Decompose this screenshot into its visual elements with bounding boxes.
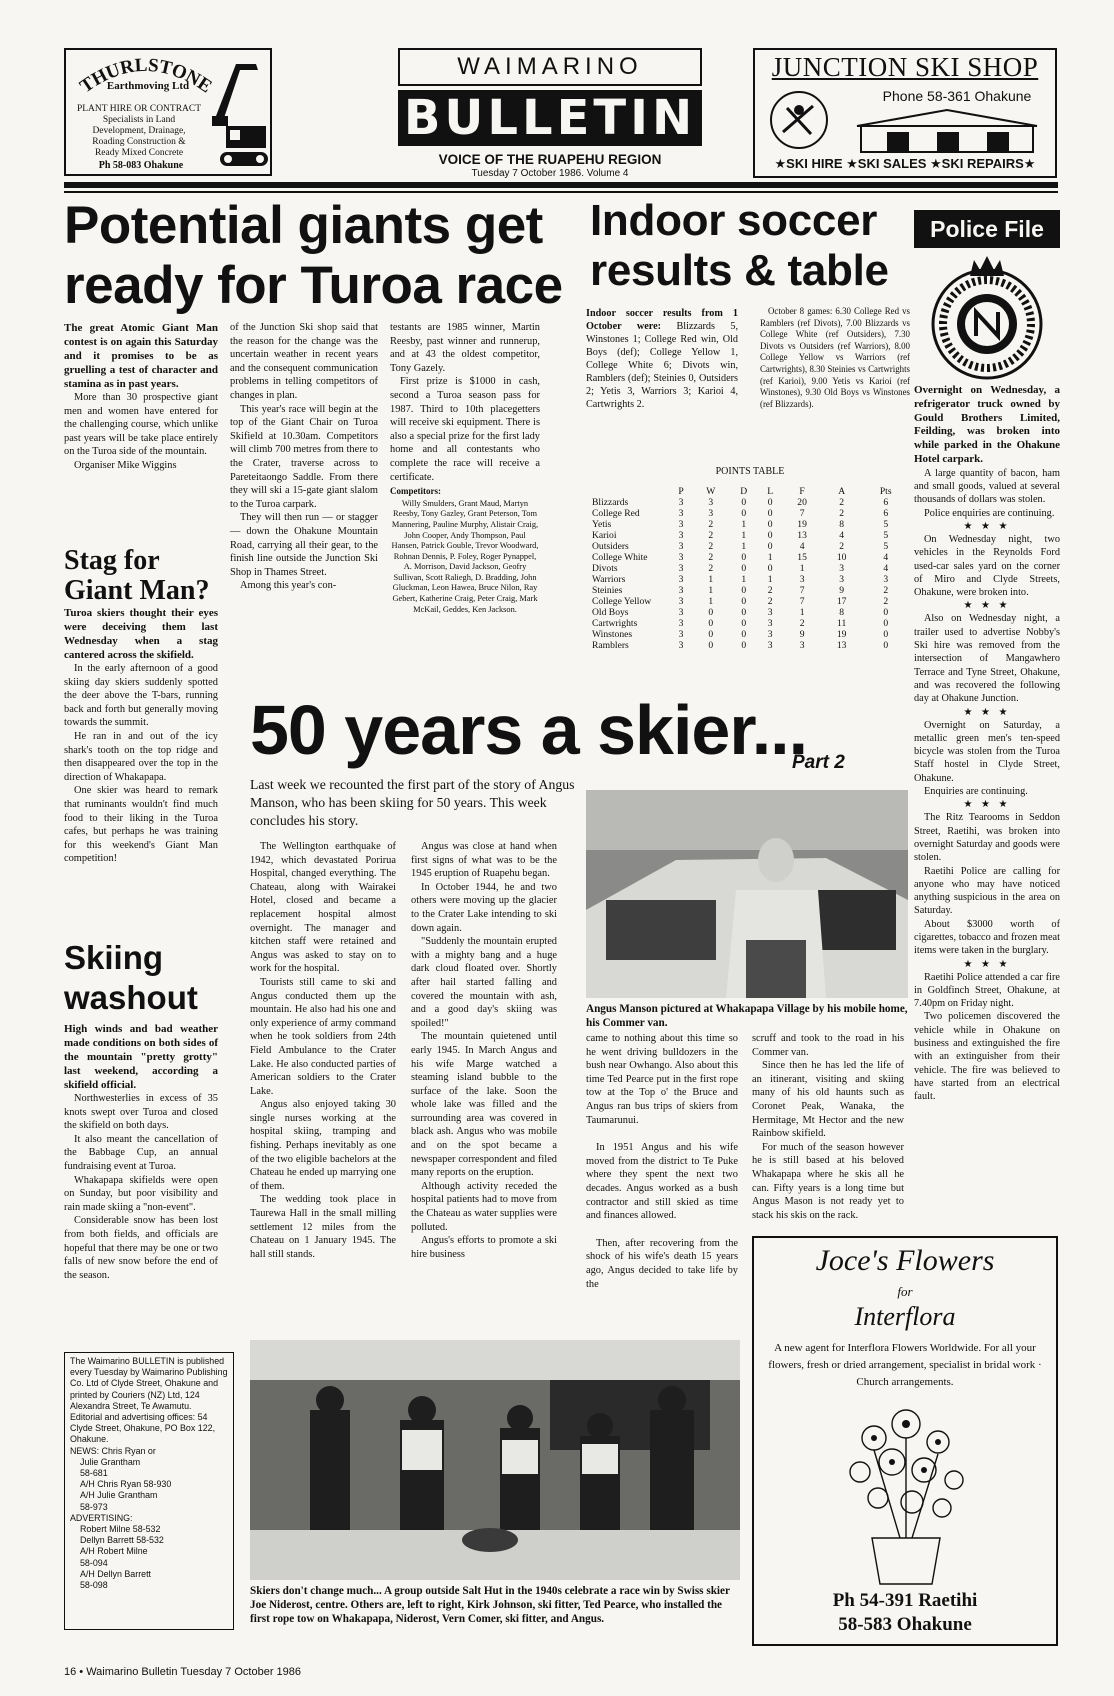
points-table-cell: 0 <box>708 607 714 618</box>
giants-col3: testants are 1985 winner, Martin Reesby, past winner and runnerup, and at 43 the oldest competitor, Tony Gazely. First prize is $1000 in cash, second a Turoa season pass for 1987. Third to 10th placegetters will receive ski equipment. There is also a special prize for the first lady home and all contestants who complete the race will receive a certificate. Competitors: Willy Smulders, Grant Maud, Martyn Reesby, Tony Gazley, Grant Peterson, Tom Mannering, Pauline Murphy, Alistair Craig, John Cooper, Andy Thompson, Paul Hansen, Patrick Gouble, Trevor Woodward, Rohnan Dennis, P. Foley, Roger Pynappel, A. Morrison, David Jackson, Geofry Sullivan, Scott Raliegh, D. Bradding, John Gluckman, Leon Hawea, Bruce Nilon, Ray Gebert, Katherine Craig, Peter Craig, Mark McKail, Geddes, Ken Jackson. <box>390 322 540 614</box>
points-table-cell: 7 <box>799 585 805 596</box>
points-table-cell: 3 <box>708 508 714 519</box>
points-table-cell: 3 <box>767 618 773 629</box>
points-table-cell: 2 <box>839 541 845 552</box>
points-table-cell: 2 <box>883 585 889 596</box>
points-table-cell: Warriors <box>592 574 626 585</box>
points-table-cell: 3 <box>839 563 845 574</box>
thurlstone-lines: PLANT HIRE OR CONTRACT Specialists in Land Development, Drainage, Roading Construction & Ready Mixed Concrete <box>76 104 202 158</box>
skier-col1: The Wellington earthquake of 1942, which devastated Porirua Hospital, changed everything. The Chateau, along with Wairakei Hotel, closed and became a replacement hospital almost overnight. The manager and kitchen staff were retained and Angus was asked to stay on to work for the hospital. Tourists still came to ski and Angus conducted them up the mountain. He also had his one and only experience of army command when he took soldiers from 24th Field Ambulance to the Crater Lake. He also conducted parties of American soldiers to the Crater Lake. Angus also enjoyed taking 30 single nurses working at the hospital skiing, tramping and fishing. Perhaps inevitably as one of the two eligible bachelors at the Chateau he ended up marrying one of them. The wedding took place in Taurewa Hall in the small milling settlement 12 miles from the Chateau on 1 January 1945. The hall still stands. <box>250 841 396 1260</box>
points-table-cell: 1 <box>741 541 747 552</box>
police-body: Overnight on Wednesday, a refrigerator truck owned by Gould Brothers Limited, Feilding, was broken into while parked in the Ohakune Hotel carpark. A large quantity of bacon, ham and small goods, valued at several thousands of dollars was stolen. Police enquiries are continuing. ★ ★ ★ On Wednesday night, two vehicles in the Reynolds Ford used-car sales yard on the corner of Miro and Clyde Streets, Ohakune, were broken into. ★ ★ ★ Also on Wednesday night, a trailer used to advertise Nobby's Ski hire was removed from the intersection of Mangawhero Terrace and Tyne Street, Ohakune, and was recovered the following day at Ohakune Junction. ★ ★ ★ Overnight on Saturday, a metallic green men's ten-speed bicycle was stolen from the Turoa Staff hostel in Clyde Street, Ohakune. Enquiries are continuing. ★ ★ ★ The Ritz Tearooms in Seddon Street, Raetihi, was broken into overnight Saturday and goods were stolen. Raetihi Police are calling for anyone who may have noticed anything suspicious in the area on Saturday. About $3000 worth of cigarettes, tobacco and frozen meat items were taken in the burglary. ★ ★ ★ Raetihi Police attended a car fire in Goldfinch Street, Ohakune, at 7.40pm on Friday night. Two policemen discovered the vehicle while in Ohakune on business and extinguished the fire with an extinguisher from their vehicle. The fire was believed to have started from an electrical fault. <box>914 384 1060 1103</box>
points-table-header: P <box>678 486 684 497</box>
points-table-cell: 15 <box>797 552 807 563</box>
masthead <box>398 48 702 178</box>
stag-headline: Stag for Giant Man? <box>64 545 210 606</box>
points-table-cell: 3 <box>678 607 684 618</box>
points-table-cell: 0 <box>741 563 747 574</box>
points-table-cell: College Red <box>592 508 640 519</box>
group-photo <box>250 1340 740 1580</box>
competitors-list: Willy Smulders, Grant Maud, Martyn Reesby, Tony Gazley, Grant Peterson, Tom Mannering, Pauline Murphy, Alistair Craig, John Cooper, Andy Thompson, Paul Hansen, Patrick Gouble, Trevor Woodward, Rohnan Dennis, P. Foley, Roger Pynappel, A. Morrison, David Jackson, Geofry Sullivan, Scott Raliegh, D. Bradding, John Gluckman, Leon Hawea, Bruce Nilon, Ray Gebert, Katherine Craig, Peter Craig, Mark McKail, Geddes, Ken Jackson. <box>391 498 539 614</box>
points-table-header: D <box>740 486 748 497</box>
giants-col2: of the Junction Ski shop said that the reason for the change was the uncertain weather in recent years and the consequent communication problems in telling competitors of changes in plan. This year's race will begin at the top of the Giant Chair on Turoa Skifield at 10.30am. Competitors will climb 700 metres from there to the Crater, traverse across to Pareteitaongo Saddle. From there they will ski a 15-gate giant slalom to the Turoa carpark. They will then run — or stagger — down the Ohakune Mountain Road, carrying all their gear, to the finish line outside the Junction Ski Shop in Thames Street. Among this year's con- <box>230 322 378 592</box>
points-table-row <box>592 530 910 541</box>
skier-logo-icon <box>765 88 835 152</box>
angus-photo <box>586 790 908 998</box>
group-photo-illustration <box>250 1340 740 1580</box>
points-table-cell: 3 <box>678 541 684 552</box>
points-table-cell: 1 <box>741 530 747 541</box>
points-table-row <box>592 618 910 629</box>
points-table-cell: 0 <box>741 585 747 596</box>
stag-body: Turoa skiers thought their eyes were deceiving them last Wednesday when a stag cantered across the skifield. In the early afternoon of a good skiing day skiers suddenly spotted the deer above the T-bars, running back and forth but generally moving towards the summit. He ran in and out of the icy shark's tooth on the top ridge and then disappeared over the top in the direction of Whakapapa. One skier was heard to remark that ruminants wouldn't find much food to their liking in the Turoa cafes, but perhaps he was training for this weekend's Giant Man competition! <box>64 607 218 865</box>
police-divider: ★ ★ ★ <box>963 706 1011 718</box>
junction-ski-ad <box>753 48 1057 178</box>
shop-building-icon <box>847 108 1047 154</box>
points-table-cell: Steinies <box>592 585 623 596</box>
points-table-cell: 6 <box>883 497 889 508</box>
soccer-intro-bold: Indoor soccer results from 1 October were: <box>586 308 738 332</box>
points-table-cell: 3 <box>678 497 684 508</box>
police-crest-icon <box>914 252 1060 380</box>
soccer-intro: Blizzards 5, Winstones 1; College Red win, Old Boys (def); College Yellow 1, College White 6; Divots win, Ramblers (def); Steinies 0, Outsiders 2; Yetis 3, Warriors 3; Karioi 4, Cartwrights 2. <box>586 321 738 410</box>
points-table-cell: 1 <box>741 574 747 585</box>
points-table-cell: 5 <box>883 541 889 552</box>
points-table-cell: 5 <box>883 530 889 541</box>
points-table-cell: 1 <box>708 574 714 585</box>
points-table-cell: 2 <box>839 497 845 508</box>
washout-body: High winds and bad weather made conditions on both sides of the mountain "pretty grotty" last weekend, according a skifield official. Northwesterlies in excess of 35 knots swept over Turoa and closed the skifield on both days. It also meant the cancellation of the Babbage Cup, an annual fundraising event at Turoa. Whakapapa skifields were open on Sunday, but poor visibility and rain made skiing a "non-event". Considerable snow has been lost from both fields, and officials are hopeful that there may be one or two falls of new snow before the end of the season. <box>64 1023 218 1281</box>
giants-col1: The great Atomic Giant Man contest is on again this Saturday and it promises to be as gruelling a test of character and stamina as in past years. More than 30 prospective giant men and women have entered for the challenging course, which unlike past years will be take place entirely on the Turoa side of the mountain. Organiser Mike Wiggins <box>64 322 218 471</box>
police-divider: ★ ★ ★ <box>963 600 1011 612</box>
points-table-row <box>592 508 910 519</box>
points-table-row <box>592 596 910 607</box>
points-table-cell: 0 <box>883 629 889 640</box>
points-table-cell: 3 <box>678 596 684 607</box>
points-table-cell: 0 <box>883 640 889 651</box>
group-photo-caption: Skiers don't change much... A group outside Salt Hut in the 1940s celebrate a race win by Swiss skier Joe Niderost, centre. Others are, left to right, Kirk Johnson, ski fitter, Ted Pearce, who installed the first rope tow on Whakapapa, Niderost, Vern Comer, ski fitter, and Angus. <box>250 1585 730 1625</box>
soccer-results <box>586 307 738 411</box>
points-table-cell: 3 <box>708 497 714 508</box>
points-table-cell: 0 <box>708 618 714 629</box>
points-table-cell: 13 <box>836 640 847 651</box>
masthead-top-box <box>398 48 702 86</box>
points-table <box>592 486 910 651</box>
washout-headline: Skiing washout <box>64 939 198 1016</box>
points-table-cell: 3 <box>678 508 684 519</box>
points-table-cell: 2 <box>708 563 714 574</box>
thurlstone-company: Earthmoving Ltd <box>106 80 190 92</box>
points-table-cell: 3 <box>767 640 773 651</box>
points-table-cell: Winstones <box>592 629 633 640</box>
soccer-headline: Indoor soccer results & table <box>590 196 889 295</box>
points-table-cell: 3 <box>678 618 684 629</box>
points-table-header: Pts <box>879 486 892 497</box>
points-table-cell: 0 <box>883 618 889 629</box>
points-table-cell: 3 <box>799 640 805 651</box>
points-table-cell: Divots <box>592 563 618 574</box>
points-table-row <box>592 563 910 574</box>
points-table-cell: Blizzards <box>592 497 629 508</box>
flower-arrangement-illustration <box>814 1398 994 1588</box>
imprint-text: The Waimarino BULLETIN is published every Tuesday by Waimarino Publishing Co. Ltd of Clyde Street, Ohakune and printed by Couriers (NZ) Ltd, 124 Alexandra Street, Te Awamutu. Editorial and advertising offices: 54 Clyde Street, Ohakune, PO Box 122, Ohakune. NEWS: Chris Ryan or Julie Grantham 58-681 A/H Chris Ryan 58-930 A/H Julie Grantham 58-973 ADVERTISING: Robert Milne 58-532 Dellyn Barrett 58-532 A/H Robert Milne 58-094 A/H Dellyn Barrett 58-098 <box>70 1356 228 1591</box>
points-table-header: A <box>838 486 846 497</box>
points-table-cell: 3 <box>883 574 889 585</box>
points-table-cell: College White <box>592 552 648 563</box>
points-table-cell: 0 <box>767 497 773 508</box>
flowers-body: A new agent for Interflora Flowers Worldwide. For all your flowers, fresh or dried arrangement, specialist in bridal work · Church arrangements. <box>768 1342 1042 1388</box>
points-table-cell: 2 <box>883 596 889 607</box>
points-table-cell: 3 <box>678 640 684 651</box>
points-table-cell: 7 <box>799 508 805 519</box>
points-table-row <box>592 585 910 596</box>
masthead-title: BULLETIN <box>403 90 697 146</box>
points-table-cell: 3 <box>767 607 773 618</box>
junction-phone: Phone 58-361 Ohakune <box>882 88 1032 104</box>
points-table-cell: 2 <box>839 508 845 519</box>
points-table-cell: 0 <box>741 596 747 607</box>
points-table-row <box>592 640 910 651</box>
points-table-cell: 0 <box>767 541 773 552</box>
points-table-cell: 0 <box>708 629 714 640</box>
points-table-cell: 2 <box>708 552 714 563</box>
points-table-cell: 1 <box>708 596 714 607</box>
points-table-cell: 2 <box>708 541 714 552</box>
points-table-header: F <box>799 486 805 497</box>
points-table-cell: Outsiders <box>592 541 629 552</box>
points-table-cell: 1 <box>799 607 805 618</box>
points-table-cell: 4 <box>839 530 845 541</box>
thurlstone-phone: Ph 58-083 Ohakune <box>98 160 184 171</box>
police-divider: ★ ★ ★ <box>963 799 1011 811</box>
points-table-row <box>592 541 910 552</box>
points-table-cell: 0 <box>741 629 747 640</box>
flowers-phone1: Ph 54-391 Raetihi <box>832 1590 978 1611</box>
points-table-cell: 20 <box>797 497 807 508</box>
points-table-cell: 4 <box>883 552 889 563</box>
points-table-row <box>592 497 910 508</box>
points-table-cell: 8 <box>839 519 845 530</box>
points-table-cell: Ramblers <box>592 640 629 651</box>
points-table-cell: 3 <box>678 585 684 596</box>
points-table-cell: 13 <box>797 530 807 541</box>
points-table-cell: 9 <box>799 629 805 640</box>
points-table-cell: 17 <box>836 596 847 607</box>
skier-deck: Last week we recounted the first part of the story of Angus Manson, who has been skiing for 50 years. This week concludes his story. <box>250 777 575 828</box>
points-table-cell: 2 <box>767 585 773 596</box>
points-table-cell: 7 <box>799 596 805 607</box>
masthead-tagline: VOICE OF THE RUAPEHU REGION <box>438 152 662 167</box>
junction-services: ★SKI HIRE ★SKI SALES ★SKI REPAIRS★ <box>774 156 1036 171</box>
points-table-cell: 2 <box>799 618 805 629</box>
points-table-header: W <box>706 486 716 497</box>
svg-text:THURLSTONE: THURLSTONE <box>76 54 216 98</box>
points-table-row <box>592 629 910 640</box>
page-footer: 16 • Waimarino Bulletin Tuesday 7 October 1986 <box>64 1666 302 1678</box>
skier-col2: Angus was close at hand when first signs of what was to be the 1945 eruption of Ruapehu began. In October 1944, he and two others were moving up the glacier to the Crater Lake intending to ski down again. "Suddenly the mountain erupted with a mighty bang and a huge dark cloud floated over. Shortly after hail started falling and covered the mountain with ash, and a good day's skiing was spoiled!" The mountain quietened until early 1945. In March Angus and his wife Marge watched a steaming island bubble to the surface of the lake. Soon the whole lake was filled and the surrounding area was covered in black ash. Angus who was mobile and on the spot became a newspaper correspondent and filed many reports on the eruption. Although activity receded the hospital patients had to move from the Chateau as water supplies were polluted. Angus's efforts to promote a ski hire business <box>411 841 557 1260</box>
points-table-cell: Cartwrights <box>592 618 638 629</box>
skier-headline: 50 years a skier... <box>250 691 808 769</box>
points-table-cell: College Yellow <box>592 596 652 607</box>
skier-col3: came to nothing about this time so he went driving bulldozers in the bush near Owhango. Also about this time Ted Pearce put in the first rope tow at the Top o' the Bruce and Angus ran bus trips of skiers from Taumarunui. In 1951 Angus and his wife moved from the district to Te Puke where they spent the next two decades. Angus worked as a bush contractor and still skied as time and finances allowed. Then, after recovering from the shock of his wife's death 15 years ago, Angus decided to take life by the <box>586 1033 738 1290</box>
masthead-top: WAIMARINO <box>457 53 643 80</box>
points-table-cell: 3 <box>767 629 773 640</box>
points-table-cell: 5 <box>883 519 889 530</box>
police-header: Police File <box>914 210 1060 248</box>
giants-headline: Potential giants get ready for Turoa race <box>64 196 563 315</box>
points-table-cell: 2 <box>708 519 714 530</box>
police-divider: ★ ★ ★ <box>963 520 1011 532</box>
points-table-cell: 0 <box>741 640 747 651</box>
points-table-row <box>592 574 910 585</box>
angus-photo-illustration <box>586 790 908 998</box>
flowers-title: Joce's Flowers <box>815 1244 995 1277</box>
flowers-phone2: 58-583 Ohakune <box>838 1614 972 1635</box>
points-table-cell: 19 <box>797 519 807 530</box>
skier-part: Part 2 <box>792 752 845 773</box>
flowers-for: for <box>897 1284 913 1299</box>
points-table-cell: Yetis <box>592 519 612 530</box>
points-table-cell: 0 <box>767 519 773 530</box>
points-table-cell: 0 <box>741 552 747 563</box>
points-table-cell: 0 <box>883 607 889 618</box>
points-table-cell: 1 <box>708 585 714 596</box>
flowers-interflora: Interflora <box>854 1302 956 1331</box>
masthead-title-bar <box>398 90 702 146</box>
masthead-dateline: Tuesday 7 October 1986. Volume 4 <box>471 168 629 179</box>
points-table-cell: 6 <box>883 508 889 519</box>
points-table-cell: 1 <box>741 519 747 530</box>
points-table-cell: 3 <box>678 552 684 563</box>
junction-title: JUNCTION SKI SHOP <box>771 52 1039 82</box>
competitors-label: Competitors: <box>390 486 441 497</box>
points-table-cell: 2 <box>708 530 714 541</box>
points-table-cell: 4 <box>799 541 805 552</box>
points-table-title: POINTS TABLE <box>715 466 785 477</box>
points-table-cell: 3 <box>678 563 684 574</box>
imprint-box <box>64 1352 234 1630</box>
skier-col4: scruff and took to the road in his Commer van. Since then he has led the life of an itinerant, visiting and skiing many of his old haunts such as Coronet Peak, Wanaka, the Hermitage, Mt Hector and the new Rainbow skifield. For much of the season however he is still based at his beloved Whakapapa where he skis all he can. Fifty years is a long time but Angus Mason is not ready yet to stack his skis on the rack. <box>752 1033 904 1221</box>
points-table-cell: 0 <box>741 497 747 508</box>
points-table-cell: 1 <box>799 563 805 574</box>
points-table-cell: 0 <box>741 508 747 519</box>
soccer-fixtures: October 8 games: 6.30 College Red vs Ramblers (ref Divots), 7.00 Blizzards vs College White (ref Outsiders), 7.30 Divots vs Outsiders (ref Warriors), 8.00 College Yellow vs Warriors (ref Cartwrights), 8.30 Steinies vs Cartwrights (ref Karioi), 9.00 Yetis vs Karioi (ref Winstones), 9.30 Old Boys vs Winstones (ref Blizzards). <box>760 306 910 409</box>
points-table-header: L <box>767 486 774 497</box>
flowers-ad <box>752 1236 1058 1646</box>
police-divider: ★ ★ ★ <box>963 958 1011 970</box>
points-table-cell: Karioi <box>592 530 617 541</box>
points-table-cell: 4 <box>883 563 889 574</box>
points-table-cell: 3 <box>678 519 684 530</box>
points-table-cell: 3 <box>678 574 684 585</box>
points-table-cell: 3 <box>799 574 805 585</box>
thurlstone-ad <box>64 48 272 176</box>
angus-photo-caption: Angus Manson pictured at Whakapapa Village by his mobile home, his Commer van. <box>586 1003 908 1029</box>
points-table-cell: 0 <box>741 618 747 629</box>
masthead-rule <box>64 182 1058 188</box>
points-table-cell: 8 <box>839 607 845 618</box>
points-table-cell: 1 <box>767 552 773 563</box>
points-table-cell: 2 <box>767 596 773 607</box>
points-table-cell: 0 <box>767 563 773 574</box>
points-table-cell: 0 <box>767 508 773 519</box>
points-table-cell: 3 <box>839 574 845 585</box>
points-table-header <box>592 486 670 497</box>
points-table-cell: 10 <box>836 552 847 563</box>
points-table-cell: 0 <box>708 640 714 651</box>
points-table-cell: 19 <box>836 629 847 640</box>
points-table-row <box>592 552 910 563</box>
points-table-row <box>592 519 910 530</box>
points-table-cell: 0 <box>767 530 773 541</box>
points-table-cell: 3 <box>678 629 684 640</box>
masthead-rule-thin <box>64 191 1058 193</box>
points-table-row <box>592 607 910 618</box>
points-table-cell: Old Boys <box>592 607 629 618</box>
points-table-cell: 3 <box>678 530 684 541</box>
points-table-cell: 0 <box>741 607 747 618</box>
points-table-cell: 11 <box>837 618 847 629</box>
points-table-cell: 1 <box>767 574 773 585</box>
excavator-illustration <box>206 56 270 174</box>
points-table-cell: 9 <box>839 585 845 596</box>
